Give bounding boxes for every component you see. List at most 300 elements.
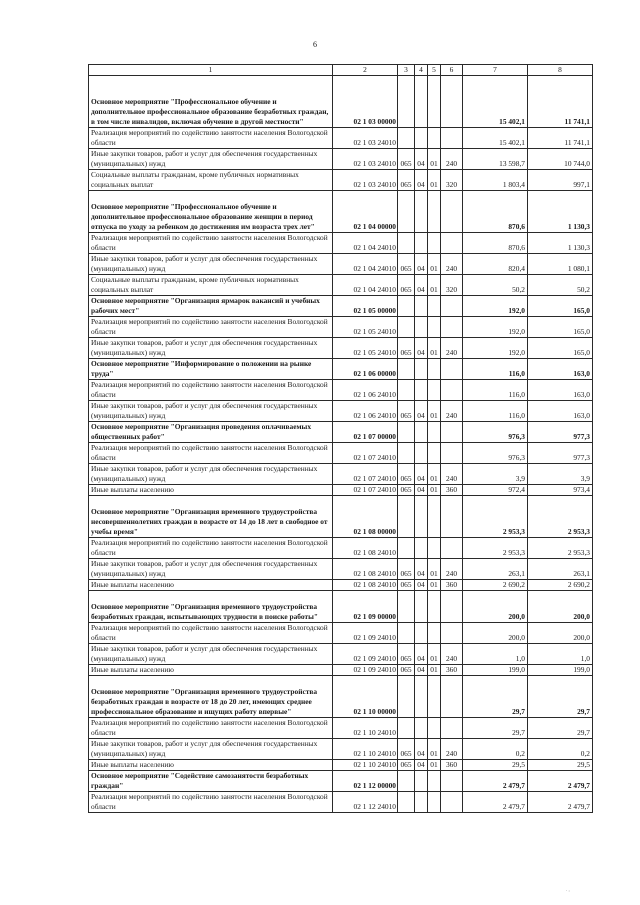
table-row <box>89 760 593 771</box>
amount-col8-cell: 1 130,3 <box>528 191 593 233</box>
row-name-cell: Основное мероприятие "Организация временного трудоустройства несовершеннолетних граждан в возрасте от 14 до 18 лет в свободное от учебы время" <box>89 496 333 538</box>
section-code-cell <box>415 359 428 380</box>
classification-code-cell: 02 1 09 00000 <box>333 591 398 623</box>
amount-col8-cell: 29,5 <box>528 760 593 771</box>
expense-type-cell <box>441 191 463 233</box>
table-row <box>89 665 593 676</box>
table-row <box>89 422 593 443</box>
ministry-code-cell <box>398 676 415 718</box>
ministry-code-cell: 065 <box>398 170 415 191</box>
classification-code-cell: 02 1 10 24010 <box>333 718 398 739</box>
subsection-code-cell <box>428 317 441 338</box>
ministry-code-cell: 065 <box>398 149 415 170</box>
table-row <box>89 580 593 591</box>
page-number: 6 <box>313 40 317 49</box>
table-row <box>89 591 593 623</box>
section-code-cell: 04 <box>415 739 428 760</box>
classification-code-cell: 02 1 07 24010 <box>333 464 398 485</box>
table-row <box>89 496 593 538</box>
subsection-code-cell <box>428 233 441 254</box>
section-code-cell <box>415 771 428 792</box>
classification-code-cell: 02 1 09 24010 <box>333 623 398 644</box>
amount-col7-cell: 0,2 <box>463 739 528 760</box>
subsection-code-cell <box>428 191 441 233</box>
classification-code-cell: 02 1 04 24010 <box>333 233 398 254</box>
ministry-code-cell <box>398 591 415 623</box>
expense-type-cell: 240 <box>441 559 463 580</box>
header-cell: 5 <box>428 65 441 76</box>
classification-code-cell: 02 1 08 24010 <box>333 559 398 580</box>
expense-type-cell <box>441 128 463 149</box>
subsection-code-cell <box>428 296 441 317</box>
classification-code-cell: 02 1 12 00000 <box>333 771 398 792</box>
subsection-code-cell: 01 <box>428 644 441 665</box>
classification-code-cell: 02 1 05 00000 <box>333 296 398 317</box>
amount-col8-cell: 165,0 <box>528 317 593 338</box>
amount-col7-cell: 976,3 <box>463 422 528 443</box>
row-name-cell: Иные закупки товаров, работ и услуг для обеспечения государственных (муниципальных) нужд <box>89 644 333 665</box>
classification-code-cell: 02 1 03 24010 <box>333 128 398 149</box>
row-name-cell: Реализация мероприятий по содействию занятости населения Вологодской области <box>89 233 333 254</box>
section-code-cell: 04 <box>415 485 428 496</box>
subsection-code-cell <box>428 359 441 380</box>
expense-type-cell: 240 <box>441 739 463 760</box>
section-code-cell: 04 <box>415 644 428 665</box>
section-code-cell <box>415 233 428 254</box>
section-code-cell <box>415 191 428 233</box>
classification-code-cell: 02 1 10 24010 <box>333 739 398 760</box>
subsection-code-cell: 01 <box>428 665 441 676</box>
amount-col8-cell: 977,3 <box>528 422 593 443</box>
row-name-cell: Иные закупки товаров, работ и услуг для обеспечения государственных (муниципальных) нужд <box>89 149 333 170</box>
row-name-cell: Иные выплаты населению <box>89 665 333 676</box>
expense-type-cell: 240 <box>441 149 463 170</box>
subsection-code-cell <box>428 538 441 559</box>
classification-code-cell: 02 1 03 24010 <box>333 170 398 191</box>
ministry-code-cell: 065 <box>398 275 415 296</box>
amount-col8-cell: 163,0 <box>528 380 593 401</box>
section-code-cell: 04 <box>415 149 428 170</box>
table-row <box>89 149 593 170</box>
table-row <box>89 676 593 718</box>
ministry-code-cell <box>398 380 415 401</box>
section-code-cell <box>415 76 428 128</box>
ministry-code-cell <box>398 443 415 464</box>
row-name-cell: Реализация мероприятий по содействию занятости населения Вологодской области <box>89 623 333 644</box>
row-name-cell: Иные закупки товаров, работ и услуг для обеспечения государственных (муниципальных) нужд <box>89 739 333 760</box>
ministry-code-cell <box>398 233 415 254</box>
section-code-cell <box>415 317 428 338</box>
amount-col8-cell: 2 479,7 <box>528 792 593 813</box>
table-row <box>89 771 593 792</box>
amount-col7-cell: 29,7 <box>463 718 528 739</box>
expense-type-cell <box>441 296 463 317</box>
amount-col7-cell: 2 479,7 <box>463 771 528 792</box>
row-name-cell: Реализация мероприятий по содействию занятости населения Вологодской области <box>89 380 333 401</box>
amount-col8-cell: 163,0 <box>528 401 593 422</box>
row-name-cell: Реализация мероприятий по содействию занятости населения Вологодской области <box>89 128 333 149</box>
ministry-code-cell: 065 <box>398 485 415 496</box>
subsection-code-cell: 01 <box>428 254 441 275</box>
expense-type-cell <box>441 233 463 254</box>
subsection-code-cell <box>428 718 441 739</box>
expense-type-cell <box>441 380 463 401</box>
section-code-cell <box>415 591 428 623</box>
section-code-cell <box>415 676 428 718</box>
row-name-cell: Иные выплаты населению <box>89 580 333 591</box>
section-code-cell: 04 <box>415 580 428 591</box>
subsection-code-cell: 01 <box>428 149 441 170</box>
ministry-code-cell: 065 <box>398 739 415 760</box>
amount-col8-cell: 29,7 <box>528 676 593 718</box>
amount-col8-cell: 997,1 <box>528 170 593 191</box>
table-row <box>89 191 593 233</box>
header-cell: 6 <box>441 65 463 76</box>
expense-type-cell: 240 <box>441 338 463 359</box>
subsection-code-cell: 01 <box>428 580 441 591</box>
amount-col8-cell: 200,0 <box>528 623 593 644</box>
section-code-cell: 04 <box>415 254 428 275</box>
amount-col8-cell: 200,0 <box>528 591 593 623</box>
amount-col7-cell: 2 479,7 <box>463 792 528 813</box>
table-row <box>89 401 593 422</box>
ministry-code-cell: 065 <box>398 644 415 665</box>
expense-type-cell: 240 <box>441 254 463 275</box>
amount-col8-cell: 2 479,7 <box>528 771 593 792</box>
section-code-cell: 04 <box>415 559 428 580</box>
amount-col7-cell: 29,5 <box>463 760 528 771</box>
header-cell: 2 <box>333 65 398 76</box>
footer-mark: . , <box>566 888 570 893</box>
amount-col7-cell: 870,6 <box>463 191 528 233</box>
classification-code-cell: 02 1 09 24010 <box>333 644 398 665</box>
subsection-code-cell: 01 <box>428 760 441 771</box>
section-code-cell <box>415 538 428 559</box>
row-name-cell: Реализация мероприятий по содействию занятости населения Вологодской области <box>89 538 333 559</box>
section-code-cell: 04 <box>415 464 428 485</box>
row-name-cell: Реализация мероприятий по содействию занятости населения Вологодской области <box>89 718 333 739</box>
table-row <box>89 485 593 496</box>
header-cell: 1 <box>89 65 333 76</box>
expense-type-cell <box>441 792 463 813</box>
row-name-cell: Иные закупки товаров, работ и услуг для обеспечения государственных (муниципальных) нужд <box>89 559 333 580</box>
row-name-cell: Основное мероприятие "Профессиональное обучение и дополнительное профессиональное образование женщин в период отпуска по уходу за ребенком до достижения им возраста трех лет" <box>89 191 333 233</box>
table-row <box>89 76 593 128</box>
section-code-cell <box>415 128 428 149</box>
subsection-code-cell <box>428 771 441 792</box>
subsection-code-cell: 01 <box>428 559 441 580</box>
amount-col8-cell: 50,2 <box>528 275 593 296</box>
ministry-code-cell <box>398 296 415 317</box>
row-name-cell: Основное мероприятие "Информирование о положении на рынке труда" <box>89 359 333 380</box>
row-name-cell: Реализация мероприятий по содействию занятости населения Вологодской области <box>89 792 333 813</box>
ministry-code-cell <box>398 623 415 644</box>
row-name-cell: Основное мероприятие "Организация проведения оплачиваемых общественных работ" <box>89 422 333 443</box>
expense-type-cell <box>441 591 463 623</box>
amount-col7-cell: 15 402,1 <box>463 128 528 149</box>
expense-type-cell: 360 <box>441 580 463 591</box>
section-code-cell: 04 <box>415 665 428 676</box>
section-code-cell <box>415 380 428 401</box>
amount-col7-cell: 116,0 <box>463 401 528 422</box>
amount-col7-cell: 3,9 <box>463 464 528 485</box>
classification-code-cell: 02 1 08 24010 <box>333 580 398 591</box>
amount-col7-cell: 13 598,7 <box>463 149 528 170</box>
section-code-cell <box>415 496 428 538</box>
classification-code-cell: 02 1 04 00000 <box>333 191 398 233</box>
section-code-cell <box>415 792 428 813</box>
section-code-cell <box>415 718 428 739</box>
row-name-cell: Основное мероприятие "Организация временного трудоустройства безработных граждан в возрасте от 18 до 20 лет, имеющих среднее профессиональное образование и ищущих работу впервые" <box>89 676 333 718</box>
ministry-code-cell <box>398 422 415 443</box>
amount-col8-cell: 1 080,1 <box>528 254 593 275</box>
row-name-cell: Иные закупки товаров, работ и услуг для обеспечения государственных (муниципальных) нужд <box>89 464 333 485</box>
header-cell: 7 <box>463 65 528 76</box>
ministry-code-cell: 065 <box>398 254 415 275</box>
classification-code-cell: 02 1 04 24010 <box>333 254 398 275</box>
table-row <box>89 359 593 380</box>
amount-col7-cell: 2 953,3 <box>463 538 528 559</box>
classification-code-cell: 02 1 12 24010 <box>333 792 398 813</box>
row-name-cell: Иные закупки товаров, работ и услуг для обеспечения государственных (муниципальных) нужд <box>89 254 333 275</box>
subsection-code-cell <box>428 591 441 623</box>
subsection-code-cell: 01 <box>428 170 441 191</box>
section-code-cell <box>415 623 428 644</box>
ministry-code-cell <box>398 496 415 538</box>
table-row <box>89 559 593 580</box>
amount-col8-cell: 2 690,2 <box>528 580 593 591</box>
classification-code-cell: 02 1 06 24010 <box>333 380 398 401</box>
table-header-row <box>89 65 593 76</box>
subsection-code-cell <box>428 792 441 813</box>
classification-code-cell: 02 1 10 24010 <box>333 760 398 771</box>
row-name-cell: Иные выплаты населению <box>89 485 333 496</box>
budget-table <box>88 64 593 813</box>
amount-col8-cell: 10 744,0 <box>528 149 593 170</box>
ministry-code-cell: 065 <box>398 338 415 359</box>
table-row <box>89 718 593 739</box>
row-name-cell: Социальные выплаты гражданам, кроме публичных нормативных социальных выплат <box>89 275 333 296</box>
amount-col7-cell: 50,2 <box>463 275 528 296</box>
row-name-cell: Основное мероприятие "Профессиональное обучение и дополнительное профессиональное образование безработных граждан, в том числе инвалидов, включая обучение в другой местности" <box>89 76 333 128</box>
ministry-code-cell <box>398 128 415 149</box>
amount-col8-cell: 1 130,3 <box>528 233 593 254</box>
classification-code-cell: 02 1 05 24010 <box>333 338 398 359</box>
amount-col7-cell: 972,4 <box>463 485 528 496</box>
amount-col8-cell: 1,0 <box>528 644 593 665</box>
table-row <box>89 792 593 813</box>
subsection-code-cell: 01 <box>428 739 441 760</box>
subsection-code-cell: 01 <box>428 275 441 296</box>
ministry-code-cell <box>398 792 415 813</box>
subsection-code-cell <box>428 676 441 718</box>
ministry-code-cell <box>398 718 415 739</box>
table-row <box>89 233 593 254</box>
row-name-cell: Иные закупки товаров, работ и услуг для обеспечения государственных (муниципальных) нужд <box>89 401 333 422</box>
amount-col7-cell: 263,1 <box>463 559 528 580</box>
subsection-code-cell <box>428 128 441 149</box>
table-row <box>89 380 593 401</box>
header-cell: 8 <box>528 65 593 76</box>
expense-type-cell: 320 <box>441 275 463 296</box>
subsection-code-cell <box>428 623 441 644</box>
section-code-cell: 04 <box>415 275 428 296</box>
classification-code-cell: 02 1 07 00000 <box>333 422 398 443</box>
ministry-code-cell <box>398 191 415 233</box>
subsection-code-cell: 01 <box>428 485 441 496</box>
subsection-code-cell <box>428 76 441 128</box>
amount-col7-cell: 192,0 <box>463 296 528 317</box>
classification-code-cell: 02 1 06 00000 <box>333 359 398 380</box>
section-code-cell: 04 <box>415 338 428 359</box>
header-cell: 4 <box>415 65 428 76</box>
amount-col8-cell: 2 953,3 <box>528 496 593 538</box>
classification-code-cell: 02 1 08 24010 <box>333 538 398 559</box>
amount-col8-cell: 977,3 <box>528 443 593 464</box>
row-name-cell: Реализация мероприятий по содействию занятости населения Вологодской области <box>89 317 333 338</box>
expense-type-cell <box>441 771 463 792</box>
classification-code-cell: 02 1 03 24010 <box>333 149 398 170</box>
amount-col7-cell: 1 803,4 <box>463 170 528 191</box>
expense-type-cell <box>441 496 463 538</box>
ministry-code-cell <box>398 771 415 792</box>
ministry-code-cell: 065 <box>398 665 415 676</box>
ministry-code-cell <box>398 359 415 380</box>
amount-col8-cell: 3,9 <box>528 464 593 485</box>
classification-code-cell: 02 1 07 24010 <box>333 485 398 496</box>
classification-code-cell: 02 1 08 00000 <box>333 496 398 538</box>
ministry-code-cell <box>398 317 415 338</box>
amount-col8-cell: 199,0 <box>528 665 593 676</box>
subsection-code-cell <box>428 496 441 538</box>
table-row <box>89 170 593 191</box>
expense-type-cell <box>441 359 463 380</box>
amount-col8-cell: 2 953,3 <box>528 538 593 559</box>
amount-col7-cell: 1,0 <box>463 644 528 665</box>
table-row <box>89 538 593 559</box>
amount-col8-cell: 0,2 <box>528 739 593 760</box>
amount-col7-cell: 192,0 <box>463 338 528 359</box>
amount-col7-cell: 29,7 <box>463 676 528 718</box>
expense-type-cell <box>441 317 463 338</box>
expense-type-cell: 240 <box>441 464 463 485</box>
table-row <box>89 464 593 485</box>
header-cell: 3 <box>398 65 415 76</box>
expense-type-cell <box>441 76 463 128</box>
amount-col8-cell: 29,7 <box>528 718 593 739</box>
ministry-code-cell: 065 <box>398 760 415 771</box>
row-name-cell: Основное мероприятие "Содействие самозанятости безработных граждан" <box>89 771 333 792</box>
section-code-cell: 04 <box>415 760 428 771</box>
section-code-cell <box>415 443 428 464</box>
expense-type-cell: 360 <box>441 665 463 676</box>
classification-code-cell: 02 1 04 24010 <box>333 275 398 296</box>
amount-col7-cell: 2 953,3 <box>463 496 528 538</box>
section-code-cell: 04 <box>415 401 428 422</box>
classification-code-cell: 02 1 06 24010 <box>333 401 398 422</box>
subsection-code-cell: 01 <box>428 401 441 422</box>
classification-code-cell: 02 1 07 24010 <box>333 443 398 464</box>
row-name-cell: Иные закупки товаров, работ и услуг для обеспечения государственных (муниципальных) нужд <box>89 338 333 359</box>
amount-col7-cell: 200,0 <box>463 591 528 623</box>
section-code-cell <box>415 422 428 443</box>
table-row <box>89 296 593 317</box>
subsection-code-cell <box>428 422 441 443</box>
ministry-code-cell: 065 <box>398 559 415 580</box>
amount-col7-cell: 976,3 <box>463 443 528 464</box>
amount-col8-cell: 165,0 <box>528 296 593 317</box>
table-row <box>89 623 593 644</box>
table-row <box>89 275 593 296</box>
amount-col8-cell: 165,0 <box>528 338 593 359</box>
amount-col7-cell: 15 402,1 <box>463 76 528 128</box>
table-row <box>89 338 593 359</box>
classification-code-cell: 02 1 03 00000 <box>333 76 398 128</box>
classification-code-cell: 02 1 10 00000 <box>333 676 398 718</box>
amount-col7-cell: 199,0 <box>463 665 528 676</box>
row-name-cell: Социальные выплаты гражданам, кроме публичных нормативных социальных выплат <box>89 170 333 191</box>
ministry-code-cell <box>398 76 415 128</box>
table-row <box>89 317 593 338</box>
row-name-cell: Иные выплаты населению <box>89 760 333 771</box>
amount-col7-cell: 116,0 <box>463 359 528 380</box>
section-code-cell: 04 <box>415 170 428 191</box>
row-name-cell: Реализация мероприятий по содействию занятости населения Вологодской области <box>89 443 333 464</box>
expense-type-cell: 240 <box>441 401 463 422</box>
ministry-code-cell <box>398 538 415 559</box>
expense-type-cell <box>441 718 463 739</box>
expense-type-cell <box>441 443 463 464</box>
ministry-code-cell: 065 <box>398 401 415 422</box>
table-row <box>89 254 593 275</box>
amount-col7-cell: 2 690,2 <box>463 580 528 591</box>
expense-type-cell <box>441 422 463 443</box>
classification-code-cell: 02 1 05 24010 <box>333 317 398 338</box>
amount-col7-cell: 870,6 <box>463 233 528 254</box>
table-row <box>89 739 593 760</box>
amount-col8-cell: 163,0 <box>528 359 593 380</box>
expense-type-cell: 360 <box>441 760 463 771</box>
row-name-cell: Основное мероприятие "Организация временного трудоустройства безработных граждан, испытывающих трудности в поиске работы" <box>89 591 333 623</box>
table-row <box>89 128 593 149</box>
amount-col7-cell: 820,4 <box>463 254 528 275</box>
amount-col8-cell: 11 741,1 <box>528 76 593 128</box>
subsection-code-cell <box>428 380 441 401</box>
table-row <box>89 644 593 665</box>
subsection-code-cell: 01 <box>428 464 441 485</box>
subsection-code-cell: 01 <box>428 338 441 359</box>
amount-col7-cell: 200,0 <box>463 623 528 644</box>
expense-type-cell <box>441 538 463 559</box>
classification-code-cell: 02 1 09 24010 <box>333 665 398 676</box>
amount-col7-cell: 192,0 <box>463 317 528 338</box>
amount-col7-cell: 116,0 <box>463 380 528 401</box>
table-row <box>89 443 593 464</box>
expense-type-cell <box>441 623 463 644</box>
amount-col8-cell: 11 741,1 <box>528 128 593 149</box>
expense-type-cell: 320 <box>441 170 463 191</box>
section-code-cell <box>415 296 428 317</box>
ministry-code-cell: 065 <box>398 580 415 591</box>
amount-col8-cell: 263,1 <box>528 559 593 580</box>
subsection-code-cell <box>428 443 441 464</box>
expense-type-cell <box>441 676 463 718</box>
amount-col8-cell: 973,4 <box>528 485 593 496</box>
row-name-cell: Основное мероприятие "Организация ярмарок вакансий и учебных рабочих мест" <box>89 296 333 317</box>
expense-type-cell: 360 <box>441 485 463 496</box>
expense-type-cell: 240 <box>441 644 463 665</box>
ministry-code-cell: 065 <box>398 464 415 485</box>
